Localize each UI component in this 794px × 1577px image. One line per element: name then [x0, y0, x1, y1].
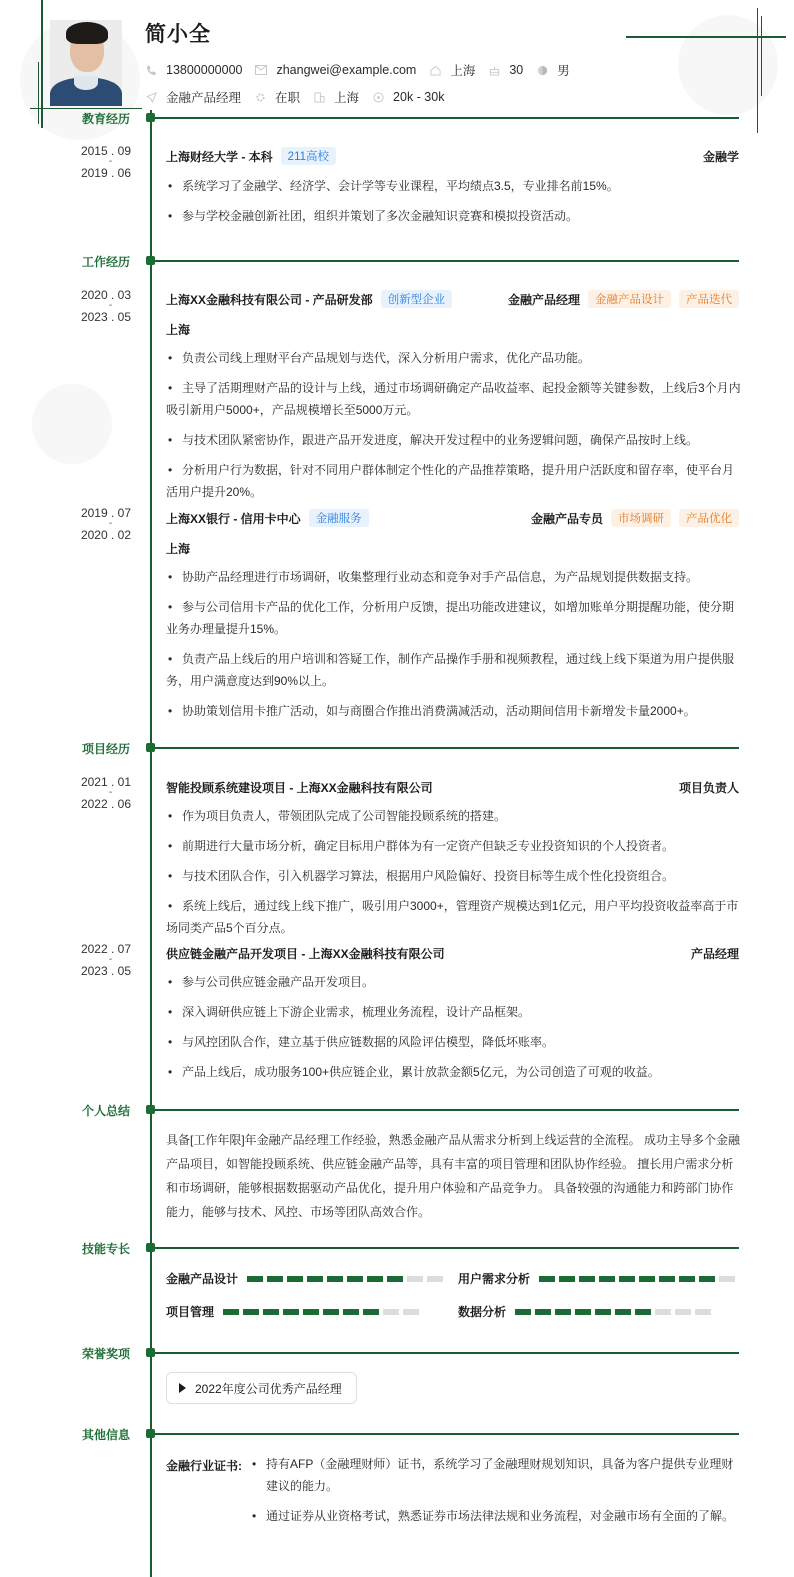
- contact-row: [145, 61, 583, 79]
- section-title-projects: 项目经历: [81, 742, 130, 756]
- list-item: • 通过证券从业资格考试，熟悉证券市场法律法规和业务流程，对金融市场有全面的了解。: [250, 1505, 742, 1527]
- skill-name: 用户需求分析: [458, 1272, 531, 1286]
- project-role: 产品经理: [690, 947, 739, 961]
- work-bullets: [166, 566, 741, 730]
- project-date: 2021 . 01 - 2022 . 06: [80, 775, 131, 811]
- candidate-name: 简小全: [145, 23, 211, 46]
- age-value: 30: [509, 63, 524, 77]
- work-city: 上海: [166, 323, 191, 337]
- work-header: [166, 290, 739, 308]
- gender-icon: [536, 64, 548, 76]
- home-icon: [429, 64, 441, 76]
- section-marker: [146, 1105, 155, 1114]
- phone-icon: [145, 64, 157, 76]
- project-bullets: [166, 805, 741, 947]
- education-date: 2015 . 09 - 2019 . 06: [80, 144, 131, 180]
- section-marker: [146, 113, 155, 122]
- project-header: [166, 779, 739, 796]
- cake-icon: [488, 64, 500, 76]
- project-bullets: [166, 971, 741, 1091]
- school-name: 上海财经大学 - 本科: [166, 149, 273, 164]
- work-bullets: [166, 347, 741, 511]
- major: 金融学: [702, 149, 739, 164]
- section-marker: [146, 1429, 155, 1438]
- work-city: 上海: [166, 542, 191, 556]
- email-value: zhangwei@example.com: [276, 63, 417, 77]
- section-title-education: 教育经历: [81, 112, 130, 126]
- role-tag: 市场调研: [611, 509, 671, 527]
- section-title-awards: 荣誉奖项: [81, 1347, 130, 1361]
- coin-icon: [372, 91, 384, 103]
- location-item: [429, 61, 475, 79]
- status-item: [254, 88, 300, 106]
- gear-icon: [254, 91, 266, 103]
- job-role: 金融产品专员: [530, 511, 603, 526]
- profile-photo: [50, 20, 122, 106]
- list-item: • 作为项目负责人，带领团队完成了公司智能投顾系统的搭建。: [166, 805, 741, 827]
- section-marker: [146, 256, 155, 265]
- skill-item: [166, 1303, 423, 1320]
- skill-item: [458, 1303, 715, 1320]
- target-city-value: 上海: [334, 91, 360, 105]
- caret-right-icon: [179, 1383, 186, 1393]
- list-item: • 产品上线后，成功服务100+供应链企业，累计放款金额5亿元，为公司创造了可观的收益。: [166, 1061, 741, 1083]
- section-marker: [146, 1243, 155, 1252]
- position-value: 金融产品经理: [166, 91, 242, 105]
- decorative-circle: [678, 15, 778, 115]
- award-item[interactable]: [166, 1372, 357, 1404]
- section-title-summary: 个人总结: [81, 1104, 130, 1118]
- salary-value: 20k - 30k: [393, 90, 445, 104]
- age-item: [488, 63, 523, 77]
- section-divider: [155, 1247, 739, 1249]
- salary-item: [372, 90, 444, 104]
- certificate-list: [250, 1453, 742, 1535]
- mail-icon: [255, 64, 267, 76]
- decorative-line: [30, 108, 142, 109]
- list-item: • 分析用户行为数据，针对不同用户群体制定个性化的产品推荐策略，提升用户活跃度和留存率，使平台月活用户提升20%。: [166, 459, 741, 503]
- section-divider: [155, 1433, 739, 1435]
- decorative-line: [761, 16, 762, 96]
- company-tag: 金融服务: [309, 509, 369, 527]
- section-divider: [155, 260, 739, 262]
- project-date: 2022 . 07 - 2023 . 05: [80, 942, 131, 978]
- gender-item: [536, 61, 570, 79]
- work-header: [166, 509, 739, 527]
- phone-value: 13800000000: [166, 63, 243, 77]
- list-item: • 协助产品经理进行市场调研，收集整理行业动态和竞争对手产品信息，为产品规划提供数据支持。: [166, 566, 741, 588]
- list-item: • 与技术团队紧密协作，跟进产品开发进度，解决开发过程中的业务逻辑问题，确保产品按时上线。: [166, 429, 741, 451]
- summary-text: 具备[工作年限]年金融产品经理工作经验，熟悉金融产品从需求分析到上线运营的全流程。 成功主导多个金融产品项目，如智能投顾系统、供应链金融产品等，具有丰富的项目管理和团队协作经验。 擅长用户需求分析和市场调研，能够根据数据驱动产品优化，提升用户体验和产品竞争力。 具备较强的沟通能力和跨部门协作能力，能够与技术、风控、市场等团队高效合作。: [166, 1133, 741, 1219]
- skill-name: 数据分析: [458, 1305, 507, 1319]
- skill-level-bar: [539, 1276, 739, 1282]
- education-bullets: [166, 175, 741, 235]
- company-name: 上海XX银行 - 信用卡中心: [166, 511, 301, 526]
- email-item: [255, 63, 416, 77]
- list-item: • 协助策划信用卡推广活动，如与商圈合作推出消费满减活动，活动期间信用卡新增发卡量2000+。: [166, 700, 741, 722]
- section-divider: [155, 117, 739, 119]
- skill-name: 金融产品设计: [166, 1272, 239, 1286]
- work-date: 2020 . 03 - 2023 . 05: [80, 288, 131, 324]
- list-item: • 持有AFP（金融理财师）证书，系统学习了金融理财规划知识，具备为客户提供专业理财建议的能力。: [250, 1453, 742, 1497]
- list-item: • 主导了活期理财产品的设计与上线，通过市场调研确定产品收益率、起投金额等关键参数，上线后3个月内吸引新用户5000+，产品规模增长至5000万元。: [166, 377, 741, 421]
- skill-item: [458, 1270, 739, 1287]
- gender-value: 男: [557, 64, 570, 78]
- school-tag: 211高校: [281, 147, 336, 165]
- role-tag: 产品优化: [679, 509, 739, 527]
- role-tag: 金融产品设计: [588, 290, 671, 308]
- section-marker: [146, 743, 155, 752]
- job-intent-row: [145, 88, 457, 106]
- list-item: • 深入调研供应链上下游企业需求，梳理业务流程，设计产品框架。: [166, 1001, 741, 1023]
- section-divider: [155, 1352, 739, 1354]
- project-role: 项目负责人: [678, 781, 739, 795]
- project-title: 供应链金融产品开发项目 - 上海XX金融科技有限公司: [166, 947, 445, 961]
- building-icon: [313, 91, 325, 103]
- list-item: • 参与公司供应链金融产品开发项目。: [166, 971, 741, 993]
- role-tag: 产品迭代: [679, 290, 739, 308]
- certificate-label: 金融行业证书:: [166, 1459, 242, 1473]
- education-header: [166, 147, 739, 165]
- list-item: • 与风控团队合作，建立基于供应链数据的风险评估模型，降低坏账率。: [166, 1031, 741, 1053]
- list-item: • 负责公司线上理财平台产品规划与迭代，深入分析用户需求，优化产品功能。: [166, 347, 741, 369]
- skill-name: 项目管理: [166, 1305, 215, 1319]
- status-value: 在职: [275, 91, 301, 105]
- company-tag: 创新型企业: [381, 290, 453, 308]
- list-item: • 参与公司信用卡产品的优化工作，分析用户反馈，提出功能改进建议，如增加账单分期提醒功能，使分期业务办理量提升15%。: [166, 596, 741, 640]
- list-item: • 系统上线后，通过线上线下推广，吸引用户3000+，管理资产规模达到1亿元，用户平均投资收益率高于市场同类产品5个百分点。: [166, 895, 741, 939]
- location-value: 上海: [450, 64, 476, 78]
- award-label: 2022年度公司优秀产品经理: [195, 1381, 342, 1396]
- skill-item: [166, 1270, 447, 1287]
- list-item: • 参与学校金融创新社团，组织并策划了多次金融知识竞赛和模拟投资活动。: [166, 205, 741, 227]
- list-item: • 负责产品上线后的用户培训和答疑工作，制作产品操作手册和视频教程，通过线上线下渠道为用户提供服务，用户满意度达到90%以上。: [166, 648, 741, 692]
- target-city-item: [313, 88, 359, 106]
- position-item: [145, 88, 241, 106]
- work-date: 2019 . 07 - 2020 . 02: [80, 506, 131, 542]
- section-divider: [155, 1109, 739, 1111]
- decorative-circle: [32, 384, 112, 464]
- section-title-other: 其他信息: [81, 1428, 130, 1442]
- skill-level-bar: [223, 1309, 423, 1315]
- project-title: 智能投顾系统建设项目 - 上海XX金融科技有限公司: [166, 781, 433, 795]
- list-item: • 前期进行大量市场分析，确定目标用户群体为有一定资产但缺乏专业投资知识的个人投资者。: [166, 835, 741, 857]
- phone-item: [145, 63, 242, 77]
- decorative-line: [626, 36, 786, 38]
- decorative-line: [757, 8, 758, 133]
- skill-level-bar: [515, 1309, 715, 1315]
- send-icon: [145, 91, 157, 103]
- section-marker: [146, 1348, 155, 1357]
- section-divider: [155, 747, 739, 749]
- job-role: 金融产品经理: [507, 292, 580, 307]
- list-item: • 与技术团队合作，引入机器学习算法，根据用户风险偏好、投资目标等生成个性化投资组合。: [166, 865, 741, 887]
- company-name: 上海XX金融科技有限公司 - 产品研发部: [166, 292, 373, 307]
- decorative-line: [38, 62, 39, 124]
- list-item: • 系统学习了金融学、经济学、会计学等专业课程，平均绩点3.5，专业排名前15%。: [166, 175, 741, 197]
- project-header: [166, 945, 739, 962]
- section-title-skills: 技能专长: [81, 1242, 130, 1256]
- section-title-work: 工作经历: [81, 255, 130, 269]
- skill-level-bar: [247, 1276, 447, 1282]
